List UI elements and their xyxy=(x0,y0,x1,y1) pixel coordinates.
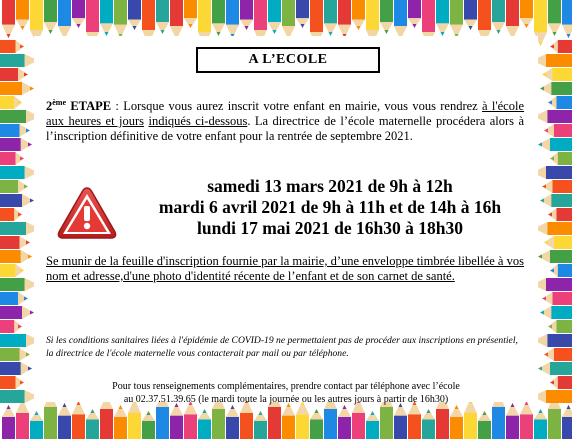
pencil xyxy=(310,409,323,439)
requirements-paragraph: Se munir de la feuille d'inscription fournie par la mairie, d’une enveloppe timbrée libellée à vos nom et adresse,d'une photo d'identité récente de l’enfant et de son carnet de santé. xyxy=(46,254,524,283)
pencil xyxy=(324,0,337,36)
intro-paragraph: 2ème ETAPE : Lorsque vous aurez inscrit votre enfant en mairie, vous vous rendrez à l'école aux heures et jours indiqués ci-dessous. La directrice de l’école maternelle procédera alors à l’inscription définitive de votre enfant pour la rentrée de septembre 2021. xyxy=(46,98,525,144)
pencil xyxy=(0,250,32,263)
pencil xyxy=(562,405,572,439)
pencil xyxy=(408,401,421,439)
pencil xyxy=(30,411,43,439)
pencil xyxy=(532,390,572,403)
pencil xyxy=(44,0,57,34)
pencil xyxy=(538,250,572,263)
pencil xyxy=(296,401,309,439)
pencil xyxy=(268,0,281,34)
covid-note: Si les conditions sanitaires liées à l'épidémie de COVID-19 ne permettaient pas de procéder aux inscriptions en présentiel, la directrice de l'école maternelle vous contacterait par mail ou par téléphone. xyxy=(46,335,518,359)
pencil xyxy=(532,278,572,291)
contact-line: Pour tous renseignements complémentaires, prendre contact par téléphone avec l’école xyxy=(112,381,460,392)
pencil xyxy=(352,0,365,30)
contact-line: au 02.37.51.39.65 (le mardi toute la journée ou les autres jours à partir de 16h30) xyxy=(123,394,449,405)
pencil xyxy=(478,411,491,439)
pencil xyxy=(366,411,379,439)
pencil xyxy=(0,82,34,95)
pencil xyxy=(170,0,183,40)
pencil xyxy=(544,348,572,361)
pencil xyxy=(114,0,127,38)
pencil xyxy=(58,403,71,439)
step-label: 2ème ETAPE xyxy=(46,98,112,114)
pencil xyxy=(548,320,572,333)
warning-triangle-icon xyxy=(56,185,118,241)
date-line: lundi 17 mai 2021 de 16h30 à 18h30 xyxy=(197,218,463,238)
pencil xyxy=(506,403,519,439)
pencil xyxy=(86,409,99,439)
pencil xyxy=(72,401,85,439)
pencil xyxy=(212,0,225,36)
pencil xyxy=(2,0,15,38)
pencil xyxy=(436,0,449,36)
pencil xyxy=(72,0,85,28)
pencil xyxy=(128,0,141,30)
pencil xyxy=(520,0,533,28)
pencil xyxy=(282,403,295,439)
pencil xyxy=(0,96,22,109)
pencil xyxy=(338,405,351,439)
pencil xyxy=(0,68,28,81)
pencil xyxy=(550,40,572,53)
pencil xyxy=(226,405,239,439)
pencil xyxy=(0,180,28,193)
pencil xyxy=(538,362,572,375)
pencil xyxy=(550,264,572,277)
date-line: samedi 13 mars 2021 de 9h à 12h xyxy=(207,176,453,196)
pencil xyxy=(534,110,572,123)
pencil xyxy=(506,0,519,40)
pencil xyxy=(142,411,155,439)
pencil xyxy=(450,405,463,439)
pencil xyxy=(100,0,113,36)
pencil xyxy=(0,208,22,221)
pencil xyxy=(492,0,505,34)
contact-info xyxy=(60,380,512,406)
pencil xyxy=(534,334,572,347)
pencil xyxy=(464,0,477,30)
pencil xyxy=(542,292,572,305)
page-title: A L’ECOLE xyxy=(196,47,380,73)
pencil xyxy=(548,0,561,36)
pencil xyxy=(114,405,127,439)
pencil xyxy=(542,68,572,81)
pencil xyxy=(548,96,572,109)
pencil xyxy=(450,0,463,38)
pencil xyxy=(184,401,197,439)
pencil xyxy=(534,409,547,439)
pencil xyxy=(58,0,71,40)
pencil xyxy=(156,0,169,34)
pencil xyxy=(550,376,572,389)
pencil xyxy=(380,0,393,34)
pencil xyxy=(0,376,24,389)
pencil xyxy=(0,124,30,137)
pencil xyxy=(282,0,295,40)
pencil xyxy=(254,411,267,439)
pencil xyxy=(226,0,239,38)
pencil xyxy=(562,0,572,38)
pencil xyxy=(0,138,32,151)
dates-list xyxy=(110,176,550,239)
pencil xyxy=(16,0,29,30)
pencil xyxy=(0,348,30,361)
pencil xyxy=(240,0,253,30)
pencil xyxy=(170,403,183,439)
pencil xyxy=(540,82,572,95)
pencil xyxy=(2,405,15,439)
pencil xyxy=(0,292,28,305)
pencil xyxy=(548,208,572,221)
pencil xyxy=(532,54,572,67)
pencil xyxy=(540,306,572,319)
date-line: mardi 6 avril 2021 de 9h à 11h et de 14h à 16h xyxy=(158,197,502,217)
pencil xyxy=(0,390,38,403)
pencil xyxy=(0,152,24,165)
pencil xyxy=(394,0,407,40)
pencil xyxy=(0,278,38,291)
pencil xyxy=(550,152,572,165)
pencil xyxy=(538,138,572,151)
pencil xyxy=(408,0,421,28)
pencil xyxy=(422,409,435,439)
pencil xyxy=(296,0,309,28)
pencil xyxy=(394,403,407,439)
pencil xyxy=(0,236,30,249)
pencil xyxy=(0,306,34,319)
pencil xyxy=(520,401,533,439)
pencil xyxy=(16,399,29,439)
pencil xyxy=(0,40,24,53)
pencil xyxy=(0,54,38,67)
pencil xyxy=(544,124,572,137)
pencil xyxy=(0,264,24,277)
pencil xyxy=(0,166,38,179)
pencil xyxy=(338,0,351,38)
pencil xyxy=(184,0,197,28)
pencil xyxy=(0,362,32,375)
pencil xyxy=(0,194,34,207)
pencil xyxy=(198,409,211,439)
pencil xyxy=(0,320,22,333)
